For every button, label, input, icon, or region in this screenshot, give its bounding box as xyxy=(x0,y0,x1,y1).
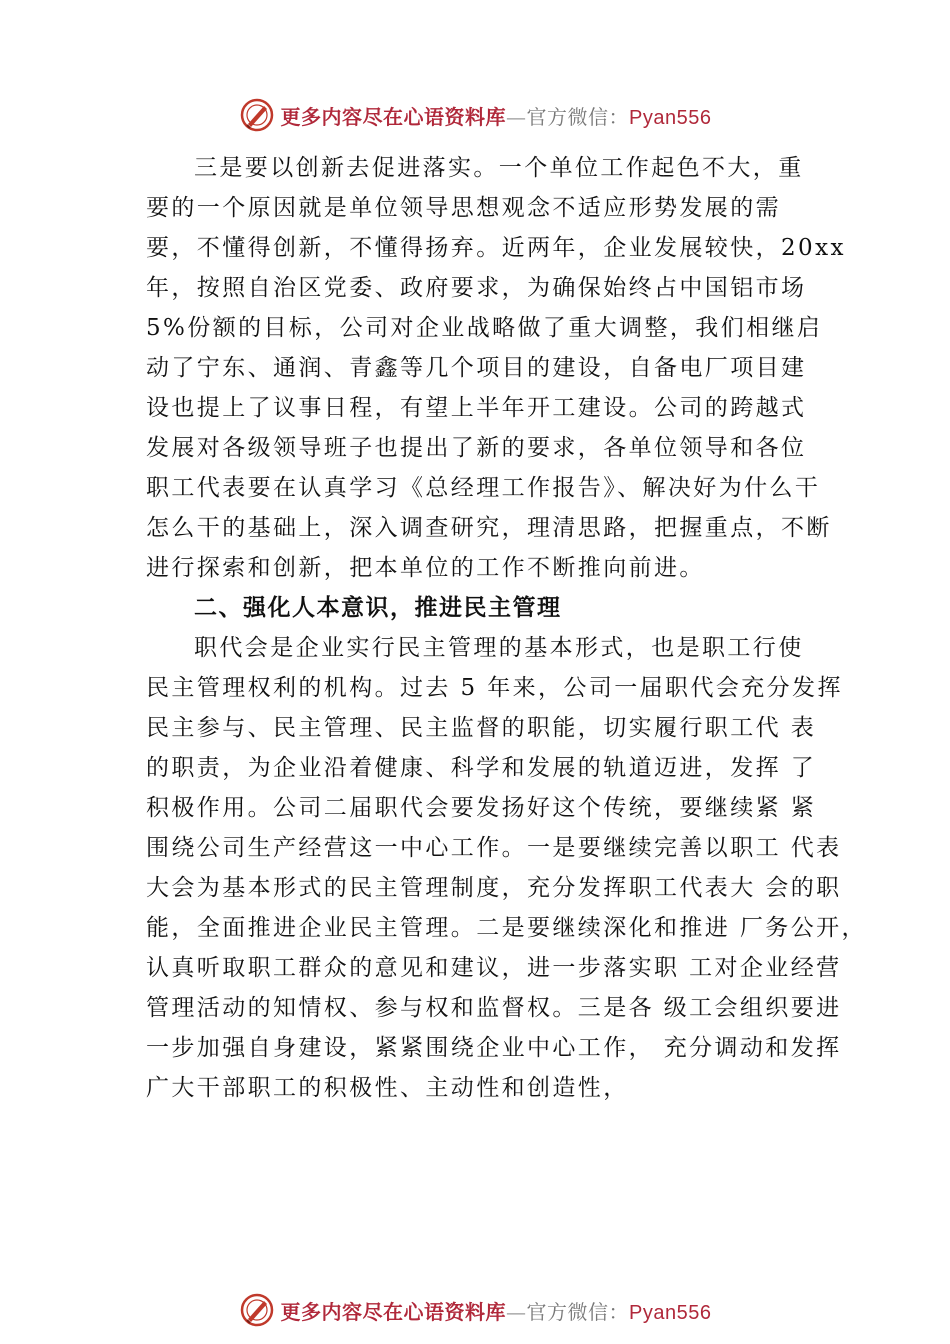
paragraph-democratic-management xyxy=(146,628,867,1108)
text-line: 民主参与、民主管理、民主监督的职能，切实履行职工代 表 xyxy=(146,715,817,741)
text-line: 5%份额的目标，公司对企业战略做了重大调整，我们相继启 xyxy=(146,315,823,341)
paragraph-innovation xyxy=(146,148,846,588)
text-line: 职代会是企业实行民主管理的基本形式，也是职工行使 xyxy=(194,635,804,661)
text-line: 设也提上了议事日程，有望上半年开工建设。公司的跨越式 xyxy=(146,395,807,421)
text-line: 能，全面推进企业民主管理。二是要继续深化和推进 厂务公开， xyxy=(146,915,867,941)
banner-wechat-id: Pyan556 xyxy=(629,1301,712,1324)
pen-logo-icon xyxy=(239,97,275,133)
banner-title: 更多内容尽在心语资料库 xyxy=(280,1299,507,1324)
banner-text xyxy=(281,1296,712,1325)
footer-banner xyxy=(0,1290,950,1330)
text-line: 一步加强自身建设，紧紧围绕企业中心工作， 充分调动和发挥 xyxy=(146,1035,842,1061)
text-line: 广大干部职工的积极性、主动性和创造性， xyxy=(146,1075,629,1101)
banner-text xyxy=(281,101,712,130)
text-line: 三是要以创新去促进落实。一个单位工作起色不大，重 xyxy=(194,155,804,181)
text-line: 围绕公司生产经营这一中心工作。一是要继续完善以职工 代表 xyxy=(146,835,842,861)
text-line: 积极作用。公司二届职代会要发扬好这个传统，要继续紧 紧 xyxy=(146,795,817,821)
text-line: 大会为基本形式的民主管理制度，充分发挥职工代表大 会的职 xyxy=(146,875,842,901)
document-body xyxy=(146,148,867,1108)
text-line: 怎么干的基础上，深入调查研究，理清思路，把握重点，不断 xyxy=(146,515,832,541)
text-line: 进行探索和创新，把本单位的工作不断推向前进。 xyxy=(146,555,705,581)
header-banner xyxy=(0,95,950,135)
text-line: 的职责，为企业沿着健康、科学和发展的轨道迈进，发挥 了 xyxy=(146,755,817,781)
text-line: 发展对各级领导班子也提出了新的要求，各单位领导和各位 xyxy=(146,435,807,461)
text-line: 要，不懂得创新，不懂得扬弃。近两年，企业发展较快，20xx xyxy=(146,235,846,261)
banner-wechat-id: Pyan556 xyxy=(629,106,712,129)
text-line: 年，按照自治区党委、政府要求，为确保始终占中国铝市场 xyxy=(146,275,807,301)
banner-wechat-label: 官方微信： xyxy=(526,1299,630,1324)
text-line: 动了宁东、通润、青鑫等几个项目的建设，自备电厂项目建 xyxy=(146,355,807,381)
banner-title: 更多内容尽在心语资料库 xyxy=(280,104,507,129)
text-line: 要的一个原因就是单位领导思想观念不适应形势发展的需 xyxy=(146,195,781,221)
text-line: 管理活动的知情权、参与权和监督权。三是各 级工会组织要进 xyxy=(146,995,842,1021)
banner-separator: — xyxy=(506,104,527,129)
text-line: 认真听取职工群众的意见和建议，进一步落实职 工对企业经营 xyxy=(146,955,842,981)
section-heading: 二、强化人本意识，推进民主管理 xyxy=(194,595,562,621)
pen-logo-icon xyxy=(239,1292,275,1328)
text-line: 民主管理权利的机构。过去 5 年来，公司一届职代会充分发挥 xyxy=(146,675,843,701)
text-line: 职工代表要在认真学习《总经理工作报告》、解决好为什么干 xyxy=(146,475,821,501)
banner-separator: — xyxy=(506,1299,527,1324)
banner-wechat-label: 官方微信： xyxy=(526,104,630,129)
